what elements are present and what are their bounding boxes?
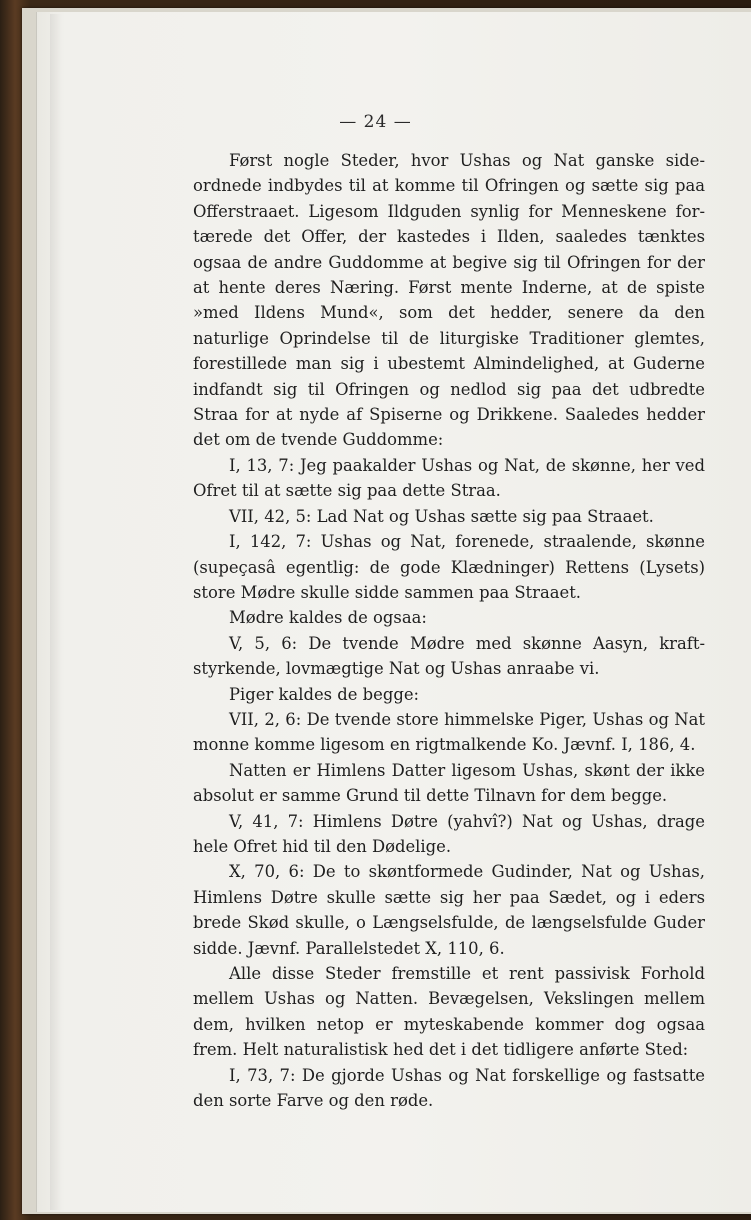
paragraph: V, 41, 7: Himlens Døtre (yahvî?) Nat og Ushas, drage hele Ofret hid til den Dødelige. bbox=[193, 811, 705, 856]
paragraph: I, 142, 7: Ushas og Nat, forenede, straalende, skønne (supeçasâ egentlig: de gode Klædninger) Rettens (Lysets) store Mødre skulle sidde sammen paa Straaet. bbox=[193, 532, 705, 602]
paragraph: X, 70, 6: De to skøntformede Gudinder, Nat og Ushas, Himlens Døtre skulle sætte sig her paa Sædet, og i eders brede Skød skulle, o Længselsfulde, de længselsfulde Guder sidde. Jævnf. Parallelstedet X, 110, 6. bbox=[193, 862, 705, 958]
paragraph: I, 73, 7: De gjorde Ushas og Nat forskellige og fastsatte den sorte Farve og den røde. bbox=[193, 1065, 705, 1111]
paragraph: VII, 2, 6: De tvende store himmelske Piger, Ushas og Nat monne komme ligesom en rigtmalkende Ko. Jævnf. I, 186, 4. bbox=[193, 709, 705, 755]
page-body bbox=[193, 148, 705, 1113]
paragraph: Mødre kaldes de ogsaa: bbox=[229, 608, 427, 628]
page-gutter-shadow bbox=[50, 14, 62, 1210]
paragraph: VII, 42, 5: Lad Nat og Ushas sætte sig paa Straaet. bbox=[229, 506, 654, 526]
paragraph: Først nogle Steder, hvor Ushas og Nat ganske sideordnede indbydes til at komme til Ofringen og sætte sig paa Offerstraaet. Ligesom Ildguden synlig for Menneskene fortærede det Offer, der kastedes i Ilden, saaledes tænktes ogsaa de andre Guddomme at begive sig til Ofringen for der at hente deres Næring. Først mente Inderne, at de spiste »med Ildens Mund«, som det hedder, senere da den naturlige Oprindelse til de liturgiske Traditioner glemtes, forestillede man sig i ubestemt Almindelighed, at Guderne indfandt sig til Ofringen og nedlod sig paa det udbredte Straa for at nyde af Spiserne og Drikkene. Saaledes hedder det om de tvende Guddomme: bbox=[193, 151, 705, 450]
paragraph: Alle disse Steder fremstille et rent passivisk Forhold mellem Ushas og Natten. Bevægelsen, Vekslingen mellem dem, hvilken netop er myteskabende kommer dog ogsaa frem. Helt naturalistisk hed det i det tidligere anførte Sted: bbox=[193, 964, 705, 1060]
page-number: — 24 — bbox=[339, 112, 412, 132]
paragraph: Piger kaldes de begge: bbox=[229, 684, 420, 704]
paragraph: Natten er Himlens Datter ligesom Ushas, skønt der ikke absolut er samme Grund til dette Tilnavn for dem begge. bbox=[193, 760, 705, 806]
paragraph: I, 13, 7: Jeg paakalder Ushas og Nat, de skønne, her ved Ofret til at sætte sig paa dette Straa. bbox=[193, 455, 705, 501]
paragraph: V, 5, 6: De tvende Mødre med skønne Aasyn, kraftstyrkende, lovmægtige Nat og Ushas anraabe vi. bbox=[193, 633, 705, 679]
